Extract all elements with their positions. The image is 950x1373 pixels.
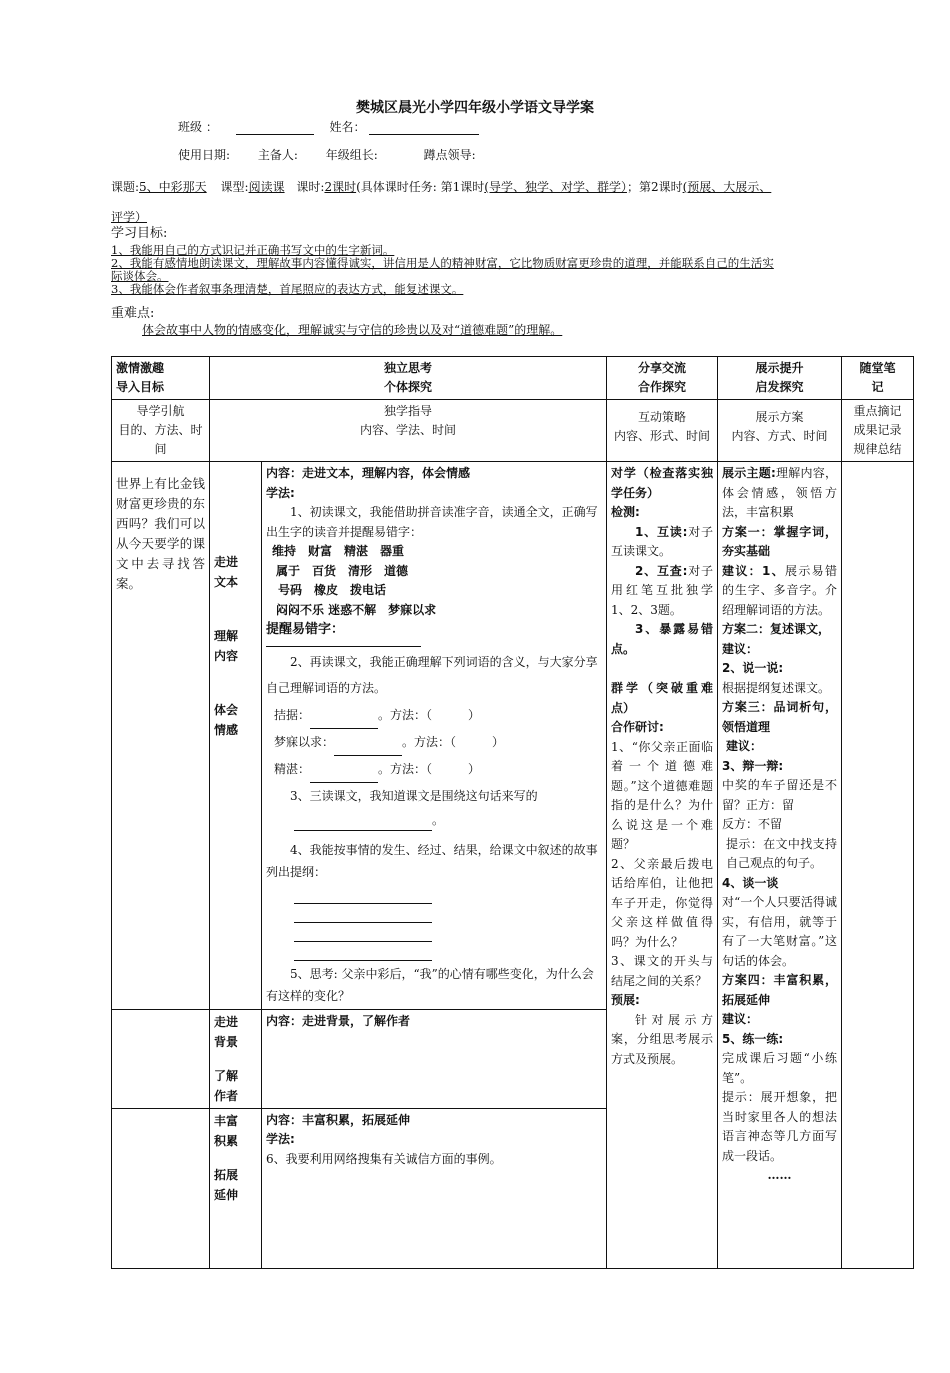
tasks-prefix: (具体课时任务: 第1课时 xyxy=(356,180,485,194)
question-3: 3、三读课文，我知道课文是围绕这句话来写的 xyxy=(290,788,538,803)
content3-method: 学法: xyxy=(266,1132,295,1146)
content1-heading: 内容：走进文本，理解内容，体会情感 xyxy=(266,466,471,480)
remind-label: 提醒易错字： xyxy=(266,622,345,637)
goal-item: 际谈体会。 xyxy=(111,269,169,283)
header-col3: 分享交流 合作探究 xyxy=(607,357,718,400)
header-row xyxy=(112,357,914,400)
goal-item: 1、我能用自己的方式识记并正确书写文中的生字新词。 xyxy=(111,243,395,257)
goals-heading: 学习目标: xyxy=(111,226,168,241)
header-col5: 随堂笔 记 xyxy=(842,357,914,400)
term-line: 精湛： 。方法：（ ） xyxy=(266,756,602,783)
class-label: 班级 ： xyxy=(178,120,218,134)
goals-list xyxy=(111,244,846,296)
subheader-row xyxy=(112,400,914,462)
content-cell-2 xyxy=(262,1009,607,1108)
word-row: 属于 百货 清形 道德 xyxy=(276,563,409,578)
class-name-line xyxy=(178,118,479,135)
subheader-col3: 互动策略 内容、形式、时间 xyxy=(607,400,718,462)
goal-item: 2、我能有感情地朗读课文，理解故事内容懂得诚实，讲信用是人的精神财富，它比物质财富更珍贵的道理，并能联系自己的生活实 xyxy=(111,256,774,270)
task2-end: 评学） xyxy=(111,210,148,224)
lesson-type: 阅读课 xyxy=(248,180,285,194)
hours-prefix: 课时: xyxy=(296,180,325,194)
key-text: 体会故事中人物的情感变化，理解诚实与守信的珍贵以及对“道德难题”的理解。 xyxy=(142,323,563,337)
subheader-col2: 独学指导 内容、学法、时间 xyxy=(210,400,607,462)
content2-heading: 内容：走进背景，了解作者 xyxy=(266,1013,411,1028)
show-cell: 展示主题:理解内容，体会情感，领悟方法，丰富积累 方案一：掌握字词，夯实基础 建议：1、展示易错的生字、多音字。介绍理解词语的方法。 方案二：复述课文， 建议： 2、说一说: 根据提纲复述课文。 方案三：品词析句，领悟道理 建议： 3、辩一辩: 中奖的车子留还是不留？正方：留 反方：不留 提示：在文中找支持自己观点的句子。 4、谈一谈 对“一个人只要活得诚实，有信用，就等于有了一大笔财富。”这句话的体会。 方案四：丰富积累，拓展延伸 建议： 5、练一练: 完成课后习题“小练笔”。 提示：展开想象，把当时家里各人的想法语言神态等几方面写成一段话。 …… xyxy=(718,462,842,1269)
stage3-label: 丰富 积累 拓展 延伸 xyxy=(210,1108,262,1268)
question-5: 5、思考: 父亲中彩后，“我”的心情有哪些变化，为什么会有这样的变化？ xyxy=(266,966,594,1003)
preparer-label: 主备人: xyxy=(257,148,298,162)
intro-cell-3 xyxy=(112,1108,210,1268)
topic-prefix: 课题: xyxy=(111,180,140,194)
content3-heading: 内容：丰富积累，拓展延伸 xyxy=(266,1112,411,1127)
outline-blanks xyxy=(266,887,602,961)
question-2: 2、再读课文，我能正确理解下列词语的含义，与大家分享自己理解词语的方法。 xyxy=(266,654,598,695)
stage-row-1 xyxy=(112,462,914,1010)
task2: (预展、大展示、 xyxy=(682,180,772,194)
supervisor-label: 蹲点领导: xyxy=(423,148,476,162)
staff-line xyxy=(178,146,476,163)
content-cell-1 xyxy=(262,462,607,1010)
header-col1: 激情激趣 导入目标 xyxy=(112,357,210,400)
date-label: 使用日期: xyxy=(178,148,231,162)
word-row: 维持 财富 精湛 器重 xyxy=(272,544,405,558)
notes-cell[interactable] xyxy=(842,462,914,1269)
intro-cell: 世界上有比金钱财富更珍贵的东西吗？我们可以从今天要学的课文中去寻找答案。 xyxy=(112,462,210,1010)
task1: (导学、独学、对学、群学） xyxy=(484,180,627,194)
stage2-label: 走进 背景 了解 作者 xyxy=(210,1009,262,1108)
remind-blank xyxy=(266,640,421,647)
topic: 5、中彩那天 xyxy=(139,180,207,194)
term-line: 梦寐以求： 。方法：（ ） xyxy=(266,729,602,756)
content1-method: 学法: xyxy=(266,485,295,500)
study-plan-table xyxy=(111,356,914,1269)
question-1: 1、初读课文，我能借助拼音读准字音，读通全文，正确写出生字的读音并提醒易错字： xyxy=(266,505,598,539)
name-label: 姓名： xyxy=(329,120,366,134)
interact-cell: 对学（检查落实独学任务） 检测: 1、互读:对子互读课文。 2、互查:对子用红笔互批独学1、2、3题。 3、暴露易错点。 群学（突破重难点） 合作研讨: 1、“你父亲正面临着一个道德难题。”这个道德难题指的是什么？为什么说这是一个难题？ 2、父亲最后拨电话给库伯，让他把车子开走，你觉得父亲这样做值得吗？为什么？ 3、课文的开头与结尾之间的关系？ 预展: 针对展示方案，分组思考展示方式及预展。 xyxy=(607,462,718,1269)
content-cell-3 xyxy=(262,1108,607,1268)
lesson-line xyxy=(111,172,931,232)
intro-cell-2 xyxy=(112,1009,210,1108)
question-4: 4、我能按事情的发生、经过、结果，给课文中叙述的故事列出提纲： xyxy=(266,842,598,879)
term-line: 拮据： 。方法：（ ） xyxy=(266,701,602,729)
subheader-col5: 重点摘记 成果记录 规律总结 xyxy=(842,400,914,462)
question-6: 6、我要利用网络搜集有关诚信方面的事例。 xyxy=(266,1151,502,1166)
lesson-hours: 2课时 xyxy=(324,180,357,194)
word-row: 闷闷不乐 迷惑不解 梦寐以求 xyxy=(276,602,437,617)
stage1-label: 走进 文本 理解 内容 体会 情感 xyxy=(210,462,262,1010)
header-col4: 展示提升 启发探究 xyxy=(718,357,842,400)
q3-blank-line: 。 xyxy=(266,809,602,831)
task2-prefix: ；第2课时 xyxy=(626,180,683,194)
word-row: 号码 橡皮 拨电话 xyxy=(278,583,387,597)
subheader-col4: 展示方案 内容、方式、时间 xyxy=(718,400,842,462)
page-title: 樊城区晨光小学四年级小学语文导学案 xyxy=(356,100,594,116)
key-heading: 重难点: xyxy=(111,306,155,321)
subheader-col1: 导学引航 目的、方法、时 间 xyxy=(112,400,210,462)
leader-label: 年级组长: xyxy=(325,148,378,162)
name-blank xyxy=(369,122,479,135)
type-prefix: 课型: xyxy=(220,180,249,194)
class-blank xyxy=(236,122,314,135)
header-col2: 独立思考 个体探究 xyxy=(210,357,607,400)
goal-item: 3、我能体会作者叙事条理清楚，首尾照应的表达方式，能复述课文。 xyxy=(111,282,464,296)
